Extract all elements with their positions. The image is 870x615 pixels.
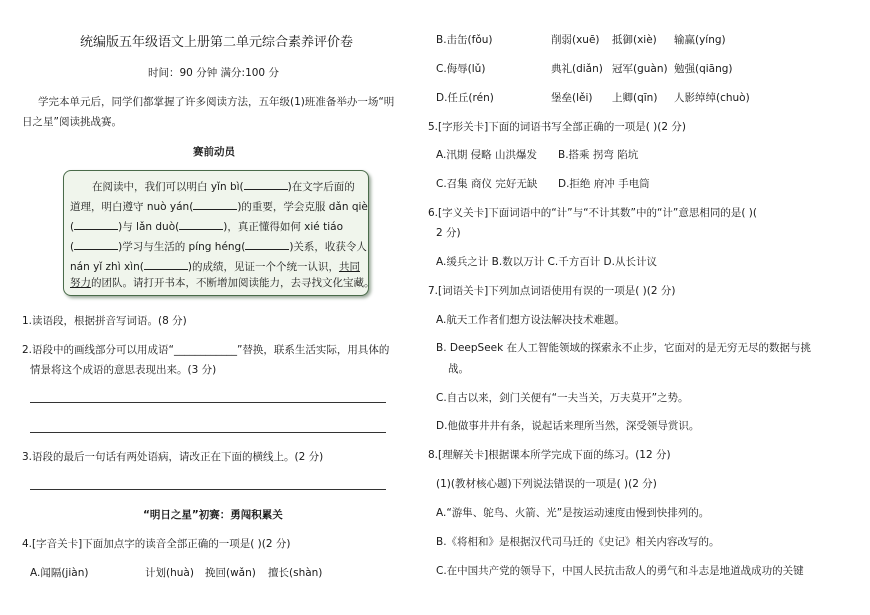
q5-option-c: C.召集 商仪 完好无缺 xyxy=(436,178,538,190)
paper-title: 统编版五年级语文上册第二单元综合素养评价卷 xyxy=(80,35,354,50)
question-2-line-1: 2.语段中的画线部分可以用成语“____________”替换，联系生活实际，用具体的 xyxy=(22,344,390,356)
answer-blank[interactable] xyxy=(193,198,237,210)
q7-option-d: D.他做事井井有条，说起话来理所当然，深受领导赏识。 xyxy=(436,420,700,432)
question-5: 5.[字形关卡]下面的词语书写全部正确的一项是( )(2 分) xyxy=(428,121,686,133)
answer-blank[interactable] xyxy=(179,218,223,230)
question-7: 7.[词语关卡]下列加点词语使用有误的一项是( )(2 分) xyxy=(428,285,676,297)
question-8: 8.[理解关卡]根据课本所学完成下面的练习。(12 分) xyxy=(428,449,671,461)
underlined-phrase: 共同 xyxy=(338,261,360,273)
answer-blank[interactable] xyxy=(74,218,118,230)
q4-option-d-1: D.任丘(rén) xyxy=(436,92,494,104)
time-info: 时间：90 分钟 满分:100 分 xyxy=(148,67,279,79)
answer-blank[interactable] xyxy=(74,238,118,250)
q4-option-c-3: 冠军(guàn) xyxy=(612,63,668,75)
question-3: 3.语段的最后一句话有两处语病，请改正在下面的横线上。(2 分) xyxy=(22,451,324,463)
section-heading-1: 赛前动员 xyxy=(193,146,235,158)
q4-option-b-3: 抵御(xiè) xyxy=(612,34,657,46)
q8-option-c: C.在中国共产党的领导下，中国人民抗击敌人的勇气和斗志是地道战成功的关键 xyxy=(436,565,804,577)
q4-option-d-3: 上卿(qīn) xyxy=(612,92,658,104)
q6-options: A.缓兵之计 B.数以万计 C.千方百计 D.从长计议 xyxy=(436,256,657,268)
q5-option-a: A.汛期 侵略 山洪爆发 xyxy=(436,149,538,161)
question-6-line-2: 2 分) xyxy=(436,227,461,239)
question-6-line-1: 6.[字义关卡]下面词语中的“计”与“不计其数”中的“计”意思相同的是( )( xyxy=(428,207,757,219)
q5-option-b: B.搭乘 拐弯 陷坑 xyxy=(558,149,639,161)
q4-option-c-4: 勉强(qiāng) xyxy=(674,63,733,75)
q4-option-b-4: 输赢(yíng) xyxy=(674,34,726,46)
q5-option-d: D.拒绝 府冲 手电筒 xyxy=(558,178,650,190)
q8-option-a: A.“游隼、鸵鸟、火箭、光”是按运动速度由慢到快排列的。 xyxy=(436,507,710,519)
answer-line[interactable] xyxy=(30,402,386,403)
q4-option-c-2: 典礼(diǎn) xyxy=(551,63,603,75)
intro-line-1: 学完本单元后，同学们都掌握了许多阅读方法，五年级(1)班准备举办一场“明 xyxy=(38,96,395,108)
question-1: 1.读语段，根据拼音写词语。(8 分) xyxy=(22,315,187,327)
reading-passage-box xyxy=(63,170,375,296)
passage-line-6: 努力的团队。请打开书本，不断增加阅读能力，去寻找文化宝藏。 xyxy=(70,277,375,289)
answer-line[interactable] xyxy=(30,432,386,433)
q7-option-a: A.航天工作者们想方设法解决技术难题。 xyxy=(436,314,625,326)
question-2-line-2: 情景将这个成语的意思表现出来。(3 分) xyxy=(30,364,217,376)
q7-option-b-line-2: 战。 xyxy=(448,363,469,375)
answer-blank[interactable] xyxy=(244,178,288,190)
underlined-phrase: 努力 xyxy=(70,277,91,289)
q4-option-d-2: 堡垒(lěi) xyxy=(551,92,593,104)
passage-line-4: ( )学习与生活的 píng héng( )关系，收获令人 xyxy=(70,238,362,254)
passage-line-1: 在阅读中，我们可以明白 yǐn bì( )在文字后面的 xyxy=(70,178,362,194)
question-8-1: (1)(教材核心题)下列说法错误的一项是( )(2 分) xyxy=(436,478,657,490)
passage-line-2: 道理，明白遵守 nuò yán( )的重要，学会克服 dǎn qiè xyxy=(70,198,362,214)
q7-option-c: C.自古以来，剑门关便有“一夫当关，万夫莫开”之势。 xyxy=(436,392,689,404)
question-4: 4.[字音关卡]下面加点字的读音全部正确的一项是( )(2 分) xyxy=(22,538,291,550)
section-heading-2: “明日之星”初赛：勇闯积累关 xyxy=(143,509,283,521)
q4-option-a-3: 挽回(wǎn) xyxy=(205,567,256,579)
q4-option-a-1: A.闻隔(jiàn) xyxy=(30,567,89,579)
answer-line[interactable] xyxy=(30,489,386,490)
q7-option-b-line-1: B. DeepSeek 在人工智能领域的探索永不止步，它面对的是无穷无尽的数据与挑 xyxy=(436,342,812,354)
passage-line-3: ( )与 lǎn duò( )，真正懂得如何 xié tiáo xyxy=(70,218,362,234)
answer-blank[interactable] xyxy=(245,238,289,250)
q4-option-a-2: 计划(huà) xyxy=(145,567,194,579)
q4-option-d-4: 人影绰绰(chuò) xyxy=(674,92,750,104)
q4-option-b-1: B.击缶(fǒu) xyxy=(436,34,493,46)
q4-option-a-4: 擅长(shàn) xyxy=(268,567,323,579)
answer-blank[interactable] xyxy=(144,258,188,270)
q4-option-c-1: C.侮辱(lǔ) xyxy=(436,63,486,75)
intro-line-2: 日之星”阅读挑战赛。 xyxy=(22,116,122,128)
q4-option-b-2: 削弱(xuē) xyxy=(551,34,600,46)
passage-line-5: nán yǐ zhì xìn( )的成绩，见证一个个统一认识，共同 xyxy=(70,258,362,274)
q8-option-b: B.《将相和》是根据汉代司马迁的《史记》相关内容改写的。 xyxy=(436,536,720,548)
